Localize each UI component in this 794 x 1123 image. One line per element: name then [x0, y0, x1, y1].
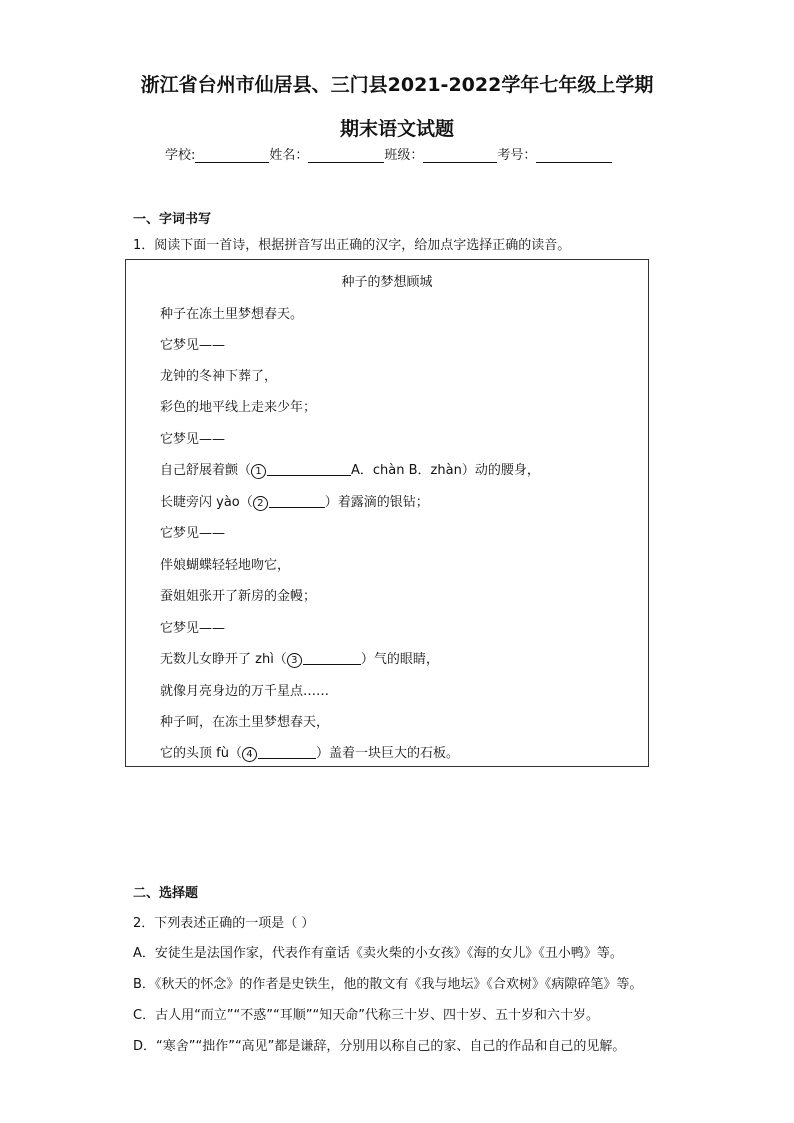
poem-line-blank4	[160, 742, 459, 762]
exam-no-blank[interactable]	[536, 148, 612, 163]
answer-blank-4[interactable]	[258, 745, 316, 759]
poem-text: 自己舒展着颤（	[160, 463, 252, 478]
poem-line: 种子呵，在冻土里梦想春天，	[160, 715, 330, 730]
poem-title: 种子的梦想顾城	[341, 275, 433, 290]
class-label: 班级：	[384, 148, 424, 163]
name-label: 姓名：	[269, 148, 309, 163]
option-c[interactable]: C．古人用“而立”“不惑”“耳顺”“知天命”代称三十岁、四十岁、五十岁和六十岁。	[133, 1008, 599, 1023]
question1-text: 1．阅读下面一首诗，根据拼音写出正确的汉字，给加点字选择正确的读音。	[133, 238, 571, 253]
poem-text: ）气的眼睛，	[360, 652, 439, 667]
option-d[interactable]: D．“寒舍”“拙作”“高见”都是谦辞，分别用以称自己的家、自己的作品和自己的见解。	[133, 1039, 626, 1054]
option-a[interactable]: A．安徒生是法国作家，代表作有童话《卖火柴的小女孩》《海的女儿》《丑小鸭》等。	[133, 946, 623, 961]
document-title-line2: 期末语文试题	[339, 118, 454, 140]
poem-line: 就像月亮身边的万千星点……	[160, 684, 330, 699]
class-blank[interactable]	[423, 148, 497, 163]
poem-text: 长睫旁闪 yào（	[160, 495, 253, 510]
answer-blank-1[interactable]	[267, 462, 351, 476]
name-blank[interactable]	[308, 148, 384, 163]
document-title-line1: 浙江省台州市仙居县、三门县2021-2022学年七年级上学期	[140, 74, 654, 96]
blank-number-2: 2	[253, 496, 268, 511]
poem-text: 无数儿女睁开了 zhì（	[160, 652, 287, 667]
student-info-row	[165, 144, 612, 163]
poem-box	[125, 259, 649, 767]
poem-text: ）着露滴的银钻；	[324, 495, 429, 510]
poem-line: 它梦见——	[160, 432, 226, 447]
answer-blank-3[interactable]	[303, 651, 361, 665]
poem-text: A．chàn B．zhàn）动的腰身，	[351, 463, 540, 478]
poem-line-blank3	[160, 648, 439, 668]
poem-line: 彩色的地平线上走来少年；	[160, 400, 317, 415]
poem-line-blank1	[160, 459, 540, 479]
school-label: 学校:	[165, 148, 196, 163]
poem-text: 它的头顶 fù（	[160, 746, 242, 761]
blank-number-3: 3	[287, 653, 302, 668]
school-blank[interactable]	[195, 148, 269, 163]
section2-heading: 二、选择题	[133, 886, 199, 901]
poem-line: 它梦见——	[160, 526, 226, 541]
option-b[interactable]: B．《秋天的怀念》的作者是史铁生，他的散文有《我与地坛》《合欢树》《病隙碎笔》等。	[133, 977, 643, 992]
blank-number-4: 4	[242, 747, 257, 762]
poem-line: 它梦见——	[160, 338, 226, 353]
blank-number-1: 1	[251, 464, 266, 479]
poem-line: 伴娘蝴蝶轻轻地吻它，	[160, 558, 291, 573]
poem-line: 它梦见——	[160, 621, 226, 636]
poem-line: 龙钟的冬神下葬了，	[160, 369, 278, 384]
poem-line-blank2	[160, 491, 429, 511]
section1-heading: 一、字词书写	[133, 212, 212, 227]
question2-text: 2．下列表述正确的一项是（ ）	[133, 916, 315, 931]
exam-no-label: 考号：	[497, 148, 537, 163]
poem-line: 蚕姐姐张开了新房的金幔；	[160, 589, 317, 604]
poem-text: ）盖着一块巨大的石板。	[315, 746, 459, 761]
poem-line: 种子在冻土里梦想春天。	[160, 307, 304, 322]
answer-blank-2[interactable]	[269, 494, 325, 508]
